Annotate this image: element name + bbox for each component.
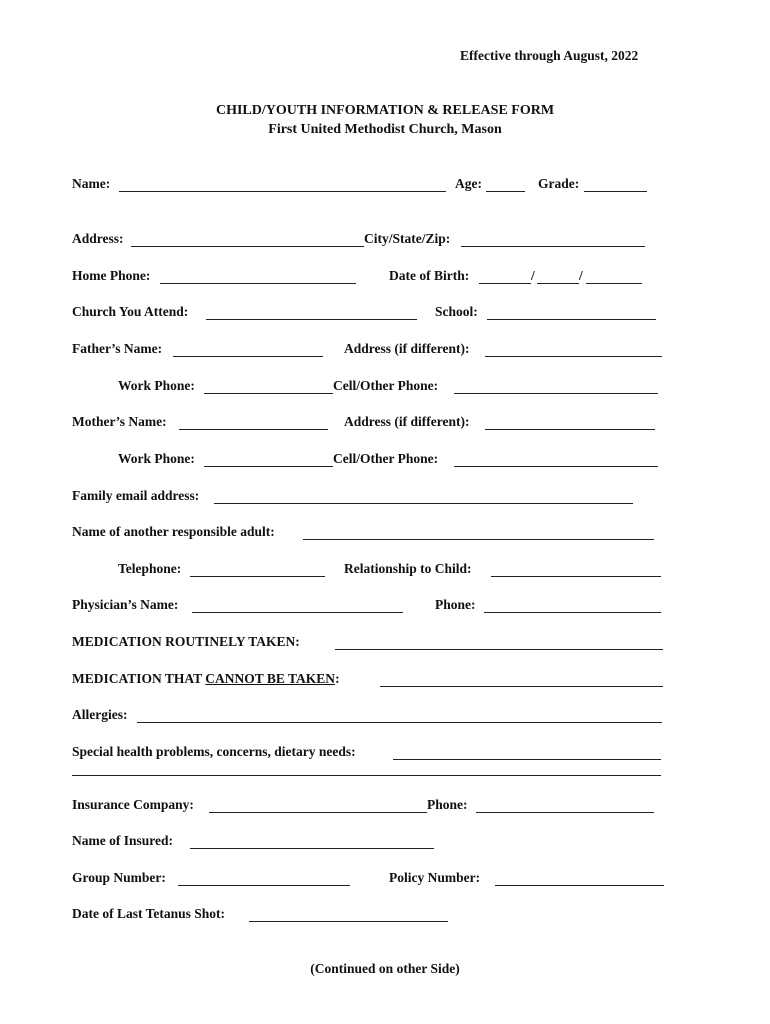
continued-note: (Continued on other Side) xyxy=(310,961,460,976)
name-label: Name: xyxy=(72,176,111,191)
family-email-field[interactable] xyxy=(214,503,633,504)
allergies-field[interactable] xyxy=(137,722,662,723)
form-title: CHILD/YOUTH INFORMATION & RELEASE FORM xyxy=(215,103,555,118)
father-address-field[interactable] xyxy=(485,356,662,357)
mother-cell-phone-label: Cell/Other Phone: xyxy=(333,451,439,466)
father-work-phone-label: Work Phone: xyxy=(118,378,195,393)
relationship-field[interactable] xyxy=(491,576,661,577)
dob-label: Date of Birth: xyxy=(389,268,470,283)
group-number-label: Group Number: xyxy=(72,870,166,885)
physician-phone-label: Phone: xyxy=(435,597,476,612)
mother-cell-phone-field[interactable] xyxy=(454,466,658,467)
father-address-label: Address (if different): xyxy=(344,341,470,356)
father-cell-phone-field[interactable] xyxy=(454,393,658,394)
group-number-field[interactable] xyxy=(178,885,350,886)
father-name-field[interactable] xyxy=(173,356,323,357)
policy-number-label: Policy Number: xyxy=(389,870,481,885)
mother-work-phone-field[interactable] xyxy=(204,466,333,467)
med-routine-label: MEDICATION ROUTINELY TAKEN: xyxy=(72,634,300,649)
city-state-zip-label: City/State/Zip: xyxy=(364,231,451,246)
dob-day-field[interactable] xyxy=(537,283,579,284)
form-subtitle: First United Methodist Church, Mason xyxy=(268,122,502,137)
physician-field[interactable] xyxy=(192,612,403,613)
dob-year-field[interactable] xyxy=(586,283,642,284)
insured-name-label: Name of Insured: xyxy=(72,833,173,848)
father-work-phone-field[interactable] xyxy=(204,393,333,394)
med-cannot-emphasis: CANNOT BE TAKEN xyxy=(205,671,336,686)
special-health-label: Special health problems, concerns, dietary needs: xyxy=(72,744,356,759)
med-cannot-label: MEDICATION THAT CANNOT BE TAKEN: xyxy=(72,671,340,686)
physician-phone-field[interactable] xyxy=(484,612,661,613)
family-email-label: Family email address: xyxy=(72,488,200,503)
telephone-field[interactable] xyxy=(190,576,325,577)
father-cell-phone-label: Cell/Other Phone: xyxy=(333,378,439,393)
special-health-field[interactable] xyxy=(393,759,661,760)
mother-name-label: Mother’s Name: xyxy=(72,414,167,429)
physician-label: Physician’s Name: xyxy=(72,597,179,612)
insured-name-field[interactable] xyxy=(190,848,434,849)
church-label: Church You Attend: xyxy=(72,304,189,319)
age-field[interactable] xyxy=(486,191,525,192)
med-routine-field[interactable] xyxy=(335,649,663,650)
insurance-field[interactable] xyxy=(209,812,427,813)
relationship-label: Relationship to Child: xyxy=(344,561,472,576)
age-label: Age: xyxy=(455,176,482,191)
name-field[interactable] xyxy=(119,191,446,192)
mother-name-field[interactable] xyxy=(179,429,328,430)
school-label: School: xyxy=(435,304,478,319)
special-health-field-line2[interactable] xyxy=(72,775,661,776)
dob-month-field[interactable] xyxy=(479,283,531,284)
grade-field[interactable] xyxy=(584,191,647,192)
home-phone-field[interactable] xyxy=(160,283,356,284)
city-state-zip-field[interactable] xyxy=(461,246,645,247)
policy-number-field[interactable] xyxy=(495,885,664,886)
grade-label: Grade: xyxy=(538,176,580,191)
dob-separator: / xyxy=(579,268,583,283)
mother-address-label: Address (if different): xyxy=(344,414,470,429)
mother-address-field[interactable] xyxy=(485,429,655,430)
school-field[interactable] xyxy=(487,319,656,320)
insurance-phone-label: Phone: xyxy=(427,797,468,812)
address-label: Address: xyxy=(72,231,124,246)
church-field[interactable] xyxy=(206,319,417,320)
address-field[interactable] xyxy=(131,246,364,247)
father-name-label: Father’s Name: xyxy=(72,341,163,356)
tetanus-field[interactable] xyxy=(249,921,448,922)
dob-separator: / xyxy=(531,268,535,283)
med-cannot-field[interactable] xyxy=(380,686,663,687)
insurance-phone-field[interactable] xyxy=(476,812,654,813)
home-phone-label: Home Phone: xyxy=(72,268,151,283)
responsible-adult-field[interactable] xyxy=(303,539,654,540)
tetanus-label: Date of Last Tetanus Shot: xyxy=(72,906,226,921)
responsible-adult-label: Name of another responsible adult: xyxy=(72,524,275,539)
telephone-label: Telephone: xyxy=(118,561,182,576)
mother-work-phone-label: Work Phone: xyxy=(118,451,195,466)
insurance-label: Insurance Company: xyxy=(72,797,194,812)
allergies-label: Allergies: xyxy=(72,707,128,722)
effective-date: Effective through August, 2022 xyxy=(460,48,639,63)
